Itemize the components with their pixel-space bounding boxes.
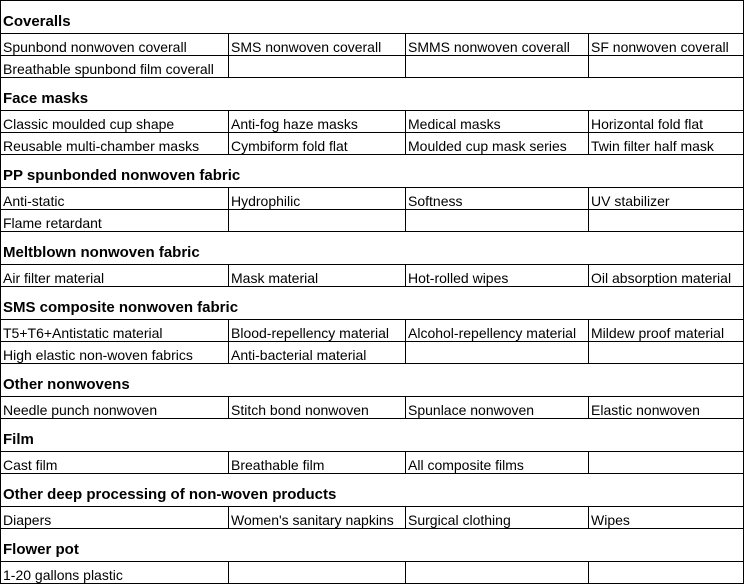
item-cell: Blood-repellency material [229,320,406,342]
item-row [1,210,744,232]
item-cell: 1-20 gallons plastic [1,562,229,584]
item-cell: Horizontal fold flat [589,111,744,133]
section-header-row [1,78,744,111]
section-title: Meltblown nonwoven fabric [1,232,229,265]
item-cell: UV stabilizer [589,188,744,210]
section-header-filler [589,474,744,507]
section-header-filler [229,232,406,265]
item-cell: Women's sanitary napkins [229,507,406,529]
table-body [1,1,744,584]
item-row [1,111,744,133]
section-header-filler [589,419,744,452]
item-cell: All composite films [406,452,589,474]
section-header-filler [229,1,406,34]
empty-cell [589,342,744,364]
section-title: Other nonwovens [1,364,229,397]
item-cell: Twin filter half mask [589,133,744,155]
empty-cell [589,562,744,584]
section-title: SMS composite nonwoven fabric [1,287,229,320]
section-header-filler [406,474,589,507]
item-cell: Cymbiform fold flat [229,133,406,155]
section-title: Coveralls [1,1,229,34]
item-row [1,507,744,529]
item-cell: Moulded cup mask series [406,133,589,155]
item-cell: Oil absorption material [589,265,744,287]
section-header-filler [589,155,744,188]
item-cell: Diapers [1,507,229,529]
item-cell: High elastic non-woven fabrics [1,342,229,364]
section-title: Film [1,419,229,452]
item-cell: Anti-fog haze masks [229,111,406,133]
section-header-row [1,474,744,507]
item-row [1,452,744,474]
item-cell: Reusable multi-chamber masks [1,133,229,155]
item-cell: Classic moulded cup shape [1,111,229,133]
section-header-row [1,364,744,397]
item-cell: Medical masks [406,111,589,133]
item-cell: Mildew proof material [589,320,744,342]
empty-cell [229,210,406,232]
empty-cell [406,56,589,78]
item-row [1,397,744,419]
section-title: Flower pot [1,529,229,562]
item-cell: Mask material [229,265,406,287]
item-row [1,34,744,56]
item-row [1,265,744,287]
section-header-filler [406,78,589,111]
section-header-filler [589,78,744,111]
item-row [1,342,744,364]
item-cell: Hydrophilic [229,188,406,210]
section-header-filler [589,1,744,34]
empty-cell [406,342,589,364]
item-cell: T5+T6+Antistatic material [1,320,229,342]
item-cell: Needle punch nonwoven [1,397,229,419]
item-cell: Flame retardant [1,210,229,232]
section-header-filler [229,287,406,320]
section-title: Other deep processing of non-woven products [1,474,229,507]
item-cell: SF nonwoven coverall [589,34,744,56]
section-header-filler [589,232,744,265]
item-cell: Air filter material [1,265,229,287]
item-cell: SMS nonwoven coverall [229,34,406,56]
empty-cell [229,56,406,78]
empty-cell [589,210,744,232]
section-header-row [1,419,744,452]
section-header-filler [229,419,406,452]
item-cell: Breathable film [229,452,406,474]
item-cell: Spunlace nonwoven [406,397,589,419]
section-header-row [1,155,744,188]
section-header-row [1,287,744,320]
item-row [1,320,744,342]
section-header-filler [406,155,589,188]
section-header-filler [406,1,589,34]
section-header-filler [406,232,589,265]
item-cell: Alcohol-repellency material [406,320,589,342]
item-cell: Hot-rolled wipes [406,265,589,287]
section-header-row [1,1,744,34]
item-cell: Anti-bacterial material [229,342,406,364]
item-cell: Stitch bond nonwoven [229,397,406,419]
section-header-filler [229,364,406,397]
section-header-filler [406,364,589,397]
item-cell: Anti-static [1,188,229,210]
section-header-filler [589,287,744,320]
empty-cell [406,210,589,232]
empty-cell [229,562,406,584]
item-cell: Breathable spunbond film coverall [1,56,229,78]
section-title: Face masks [1,78,229,111]
item-row [1,56,744,78]
item-cell: Spunbond nonwoven coverall [1,34,229,56]
item-cell: Surgical clothing [406,507,589,529]
item-cell: Cast film [1,452,229,474]
empty-cell [406,562,589,584]
item-cell: Wipes [589,507,744,529]
item-cell: SMMS nonwoven coverall [406,34,589,56]
empty-cell [589,452,744,474]
section-header-filler [229,78,406,111]
empty-cell [589,56,744,78]
section-header-filler [229,155,406,188]
item-row [1,188,744,210]
item-cell: Softness [406,188,589,210]
section-header-filler [589,364,744,397]
section-header-row [1,232,744,265]
section-header-filler [406,419,589,452]
section-header-filler [406,287,589,320]
section-title: PP spunbonded nonwoven fabric [1,155,229,188]
item-cell: Elastic nonwoven [589,397,744,419]
item-row [1,133,744,155]
item-row [1,562,744,584]
